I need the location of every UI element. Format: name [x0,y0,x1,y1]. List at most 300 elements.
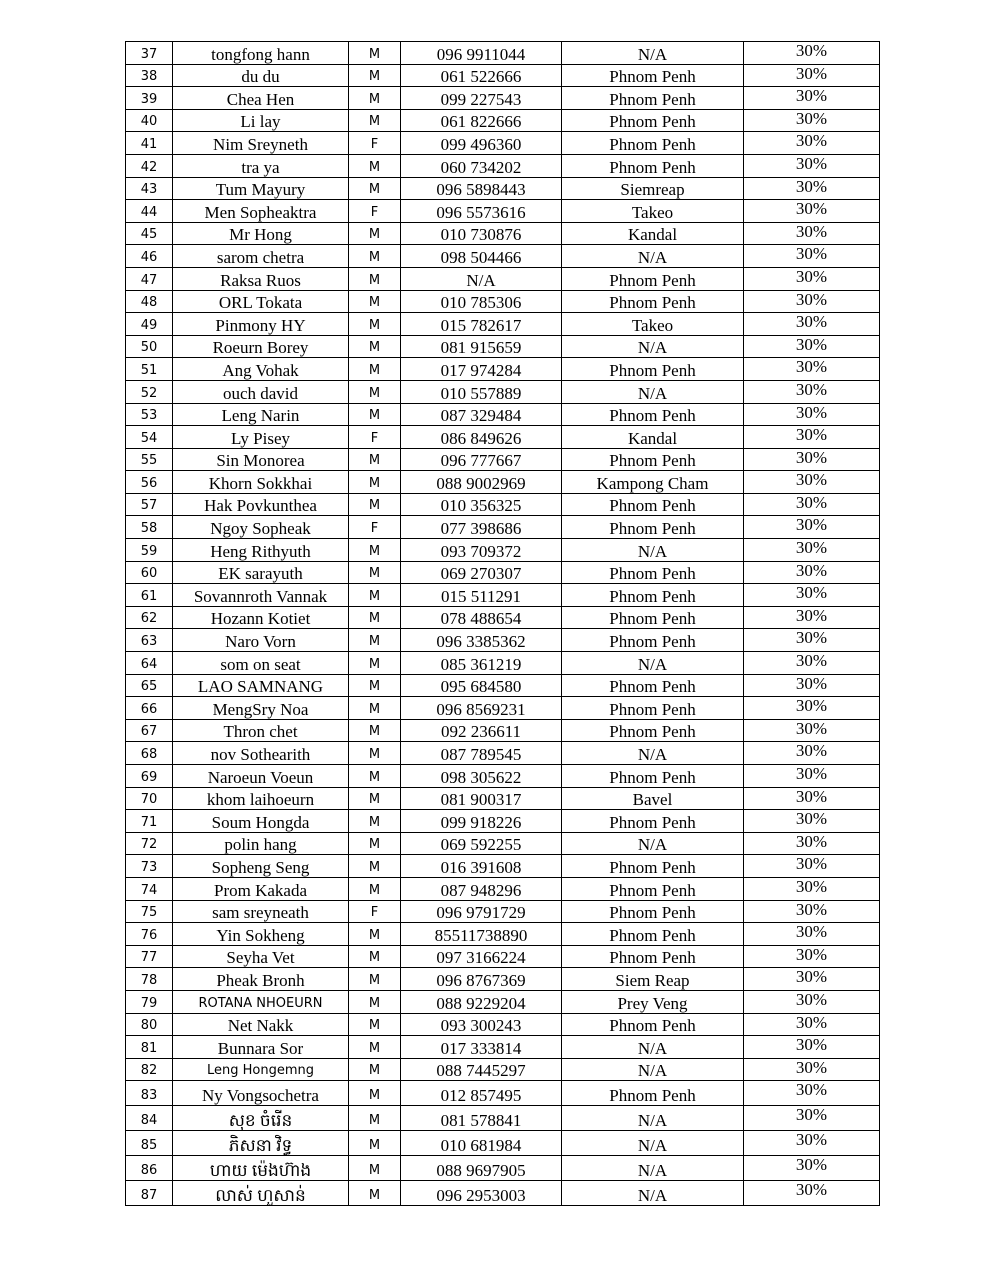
phone-cell: 85511738890 [401,923,562,946]
phone-cell: 095 684580 [401,674,562,697]
table-row [126,832,880,855]
row-number: 55 [126,448,173,471]
percent-cell: 30% [744,200,880,223]
percent-cell: 30% [744,855,880,878]
phone-cell: 081 578841 [401,1106,562,1131]
sex-cell: M [349,787,401,810]
row-number: 50 [126,335,173,358]
row-number: 65 [126,674,173,697]
table-row [126,267,880,290]
row-number: 81 [126,1036,173,1059]
name-cell: ouch david [173,380,349,403]
phone-cell: 060 734202 [401,154,562,177]
sex-cell: M [349,584,401,607]
province-cell: Phnom Penh [562,855,744,878]
name-cell: Raksa Ruos [173,267,349,290]
province-cell: Phnom Penh [562,1013,744,1036]
sex-cell: M [349,1181,401,1206]
row-number: 59 [126,539,173,562]
sex-cell: M [349,877,401,900]
sex-cell: M [349,109,401,132]
province-cell: N/A [562,652,744,675]
province-cell: Phnom Penh [562,493,744,516]
table-row [126,154,880,177]
table-row [126,629,880,652]
sex-cell: M [349,380,401,403]
phone-cell: 088 9229204 [401,990,562,1013]
row-number: 54 [126,426,173,449]
row-number: 47 [126,267,173,290]
province-cell: N/A [562,335,744,358]
province-cell: Phnom Penh [562,606,744,629]
percent-cell: 30% [744,674,880,697]
province-cell: Phnom Penh [562,900,744,923]
phone-cell: 081 915659 [401,335,562,358]
phone-cell: 098 504466 [401,245,562,268]
table-row [126,697,880,720]
province-cell: Phnom Penh [562,132,744,155]
province-cell: N/A [562,1181,744,1206]
name-cell: Pinmony HY [173,313,349,336]
percent-cell: 30% [744,109,880,132]
province-cell: Phnom Penh [562,516,744,539]
percent-cell: 30% [744,923,880,946]
table-row [126,1013,880,1036]
sex-cell: M [349,652,401,675]
phone-cell: N/A [401,267,562,290]
table-row [126,652,880,675]
percent-cell: 30% [744,516,880,539]
row-number: 82 [126,1058,173,1081]
province-cell: Phnom Penh [562,945,744,968]
phone-cell: 096 2953003 [401,1181,562,1206]
province-cell: Phnom Penh [562,584,744,607]
sex-cell: M [349,493,401,516]
sex-cell: M [349,335,401,358]
percent-cell: 30% [744,561,880,584]
row-number: 62 [126,606,173,629]
table-row [126,584,880,607]
name-cell: sarom chetra [173,245,349,268]
table-row [126,313,880,336]
customer-table [125,41,880,1206]
table-row [126,855,880,878]
name-cell: Ny Vongsochetra [173,1081,349,1106]
name-cell: ភិសនា វិទ្ធ [173,1131,349,1156]
province-cell: Phnom Penh [562,290,744,313]
province-cell: Kampong Cham [562,471,744,494]
percent-cell: 30% [744,471,880,494]
province-cell: N/A [562,1131,744,1156]
percent-cell: 30% [744,42,880,65]
name-cell: Ngoy Sopheak [173,516,349,539]
name-cell: Pheak Bronh [173,968,349,991]
percent-cell: 30% [744,606,880,629]
row-number: 86 [126,1156,173,1181]
sex-cell: M [349,245,401,268]
row-number: 79 [126,990,173,1013]
row-number: 78 [126,968,173,991]
sex-cell: M [349,1156,401,1181]
table-row [126,132,880,155]
phone-cell: 096 9911044 [401,42,562,65]
row-number: 46 [126,245,173,268]
phone-cell: 015 782617 [401,313,562,336]
name-cell: Chea Hen [173,87,349,110]
name-cell: Tum Mayury [173,177,349,200]
name-cell: Li lay [173,109,349,132]
name-cell: som on seat [173,652,349,675]
sex-cell: F [349,200,401,223]
row-number: 56 [126,471,173,494]
phone-cell: 061 522666 [401,64,562,87]
phone-cell: 098 305622 [401,765,562,788]
province-cell: N/A [562,1156,744,1181]
province-cell: Phnom Penh [562,87,744,110]
province-cell: Phnom Penh [562,629,744,652]
phone-cell: 099 227543 [401,87,562,110]
percent-cell: 30% [744,403,880,426]
table-row [126,87,880,110]
row-number: 73 [126,855,173,878]
table-row [126,335,880,358]
phone-cell: 086 849626 [401,426,562,449]
name-cell: du du [173,64,349,87]
table-row [126,471,880,494]
row-number: 49 [126,313,173,336]
province-cell: N/A [562,1036,744,1059]
percent-cell: 30% [744,358,880,381]
province-cell: Phnom Penh [562,561,744,584]
row-number: 68 [126,742,173,765]
table-row [126,1106,880,1131]
table-row [126,968,880,991]
percent-cell: 30% [744,1181,880,1206]
province-cell: Phnom Penh [562,719,744,742]
province-cell: Takeo [562,200,744,223]
sex-cell: M [349,742,401,765]
sex-cell: M [349,832,401,855]
name-cell: Net Nakk [173,1013,349,1036]
name-cell: ហាយ ម៉េងហ៊ាង [173,1156,349,1181]
phone-cell: 010 785306 [401,290,562,313]
sex-cell: M [349,471,401,494]
sex-cell: M [349,1058,401,1081]
sex-cell: M [349,403,401,426]
percent-cell: 30% [744,245,880,268]
table-row [126,923,880,946]
phone-cell: 099 496360 [401,132,562,155]
row-number: 69 [126,765,173,788]
phone-cell: 093 300243 [401,1013,562,1036]
table-row [126,290,880,313]
row-number: 70 [126,787,173,810]
province-cell: Phnom Penh [562,674,744,697]
sex-cell: M [349,267,401,290]
name-cell: Seyha Vet [173,945,349,968]
table-row [126,222,880,245]
phone-cell: 017 974284 [401,358,562,381]
sex-cell: M [349,1036,401,1059]
name-cell: EK sarayuth [173,561,349,584]
phone-cell: 010 681984 [401,1131,562,1156]
phone-cell: 096 8569231 [401,697,562,720]
table-row [126,900,880,923]
province-cell: Siem Reap [562,968,744,991]
name-cell: ORL Tokata [173,290,349,313]
phone-cell: 096 5573616 [401,200,562,223]
name-cell: Ang Vohak [173,358,349,381]
name-cell: Prom Kakada [173,877,349,900]
row-number: 80 [126,1013,173,1036]
name-cell: Heng Rithyuth [173,539,349,562]
sex-cell: M [349,290,401,313]
name-cell: Hak Povkunthea [173,493,349,516]
row-number: 38 [126,64,173,87]
row-number: 41 [126,132,173,155]
sex-cell: M [349,1013,401,1036]
province-cell: Phnom Penh [562,154,744,177]
percent-cell: 30% [744,132,880,155]
phone-cell: 077 398686 [401,516,562,539]
province-cell: Kandal [562,222,744,245]
row-number: 45 [126,222,173,245]
phone-cell: 088 9697905 [401,1156,562,1181]
percent-cell: 30% [744,742,880,765]
row-number: 85 [126,1131,173,1156]
row-number: 61 [126,584,173,607]
table-row [126,426,880,449]
row-number: 60 [126,561,173,584]
table-row [126,561,880,584]
name-cell: Hozann Kotiet [173,606,349,629]
percent-cell: 30% [744,313,880,336]
phone-cell: 096 9791729 [401,900,562,923]
name-cell: Yin Sokheng [173,923,349,946]
percent-cell: 30% [744,719,880,742]
province-cell: Phnom Penh [562,109,744,132]
table-row [126,787,880,810]
name-cell: LAO SAMNANG [173,674,349,697]
province-cell: N/A [562,42,744,65]
name-cell: Leng Narin [173,403,349,426]
table-row [126,719,880,742]
province-cell: Phnom Penh [562,923,744,946]
phone-cell: 088 9002969 [401,471,562,494]
name-cell: សុខ ចំរើន [173,1106,349,1131]
row-number: 71 [126,810,173,833]
name-cell: tra ya [173,154,349,177]
table-row [126,1036,880,1059]
percent-cell: 30% [744,697,880,720]
percent-cell: 30% [744,877,880,900]
table-row [126,177,880,200]
sex-cell: M [349,719,401,742]
province-cell: Kandal [562,426,744,449]
name-cell: Soum Hongda [173,810,349,833]
table-row [126,742,880,765]
phone-cell: 069 592255 [401,832,562,855]
row-number: 74 [126,877,173,900]
phone-cell: 087 948296 [401,877,562,900]
table-row [126,539,880,562]
name-cell: Roeurn Borey [173,335,349,358]
sex-cell: M [349,561,401,584]
province-cell: N/A [562,1106,744,1131]
sex-cell: M [349,810,401,833]
province-cell: Phnom Penh [562,810,744,833]
name-cell: Leng Hongemng [173,1058,349,1081]
sex-cell: M [349,87,401,110]
name-cell: Sin Monorea [173,448,349,471]
sex-cell: M [349,154,401,177]
table-row [126,358,880,381]
name-cell: Nim Sreyneth [173,132,349,155]
table-row [126,674,880,697]
row-number: 83 [126,1081,173,1106]
province-cell: N/A [562,245,744,268]
row-number: 40 [126,109,173,132]
sex-cell: M [349,1131,401,1156]
table-row [126,245,880,268]
sex-cell: M [349,177,401,200]
phone-cell: 010 557889 [401,380,562,403]
row-number: 48 [126,290,173,313]
percent-cell: 30% [744,267,880,290]
table-row [126,1156,880,1181]
sex-cell: M [349,968,401,991]
percent-cell: 30% [744,154,880,177]
name-cell: polin hang [173,832,349,855]
phone-cell: 016 391608 [401,855,562,878]
table-row [126,990,880,1013]
sex-cell: M [349,855,401,878]
province-cell: Prey Veng [562,990,744,1013]
table-row [126,810,880,833]
sex-cell: M [349,358,401,381]
name-cell: Naroeun Voeun [173,765,349,788]
table-row [126,606,880,629]
sex-cell: M [349,945,401,968]
name-cell: khom laihoeurn [173,787,349,810]
percent-cell: 30% [744,290,880,313]
phone-cell: 096 777667 [401,448,562,471]
row-number: 57 [126,493,173,516]
phone-cell: 096 5898443 [401,177,562,200]
province-cell: Phnom Penh [562,1081,744,1106]
percent-cell: 30% [744,990,880,1013]
row-number: 77 [126,945,173,968]
name-cell: MengSry Noa [173,697,349,720]
phone-cell: 087 789545 [401,742,562,765]
province-cell: Phnom Penh [562,877,744,900]
percent-cell: 30% [744,584,880,607]
percent-cell: 30% [744,629,880,652]
table-row [126,1181,880,1206]
percent-cell: 30% [744,87,880,110]
row-number: 67 [126,719,173,742]
sex-cell: M [349,674,401,697]
table-row [126,64,880,87]
percent-cell: 30% [744,765,880,788]
province-cell: Siemreap [562,177,744,200]
province-cell: Phnom Penh [562,358,744,381]
phone-cell: 093 709372 [401,539,562,562]
name-cell: Naro Vorn [173,629,349,652]
sex-cell: M [349,1081,401,1106]
name-cell: Men Sopheaktra [173,200,349,223]
row-number: 43 [126,177,173,200]
phone-cell: 088 7445297 [401,1058,562,1081]
percent-cell: 30% [744,177,880,200]
table-row [126,1131,880,1156]
sex-cell: M [349,64,401,87]
row-number: 44 [126,200,173,223]
name-cell: Sovannroth Vannak [173,584,349,607]
percent-cell: 30% [744,1081,880,1106]
province-cell: N/A [562,1058,744,1081]
table-body [126,42,880,1206]
phone-cell: 015 511291 [401,584,562,607]
name-cell: Sopheng Seng [173,855,349,878]
row-number: 39 [126,87,173,110]
name-cell: Mr Hong [173,222,349,245]
province-cell: Phnom Penh [562,448,744,471]
row-number: 75 [126,900,173,923]
percent-cell: 30% [744,1131,880,1156]
phone-cell: 069 270307 [401,561,562,584]
name-cell: tongfong hann [173,42,349,65]
percent-cell: 30% [744,832,880,855]
row-number: 53 [126,403,173,426]
table-row [126,109,880,132]
row-number: 37 [126,42,173,65]
percent-cell: 30% [744,945,880,968]
province-cell: Bavel [562,787,744,810]
percent-cell: 30% [744,1036,880,1059]
phone-cell: 078 488654 [401,606,562,629]
table-row [126,42,880,65]
phone-cell: 096 3385362 [401,629,562,652]
row-number: 76 [126,923,173,946]
table-row [126,765,880,788]
phone-cell: 092 236611 [401,719,562,742]
percent-cell: 30% [744,448,880,471]
table-row [126,1058,880,1081]
province-cell: Phnom Penh [562,64,744,87]
row-number: 63 [126,629,173,652]
percent-cell: 30% [744,900,880,923]
table-row [126,493,880,516]
percent-cell: 30% [744,493,880,516]
phone-cell: 081 900317 [401,787,562,810]
province-cell: Phnom Penh [562,267,744,290]
row-number: 66 [126,697,173,720]
sex-cell: M [349,1106,401,1131]
sex-cell: M [349,629,401,652]
phone-cell: 010 356325 [401,493,562,516]
table-row [126,403,880,426]
province-cell: Takeo [562,313,744,336]
table-row [126,516,880,539]
percent-cell: 30% [744,426,880,449]
name-cell: Khorn Sokkhai [173,471,349,494]
percent-cell: 30% [744,64,880,87]
sex-cell: M [349,222,401,245]
name-cell: ROTANA NHOEURN [173,990,349,1013]
phone-cell: 085 361219 [401,652,562,675]
sex-cell: F [349,426,401,449]
